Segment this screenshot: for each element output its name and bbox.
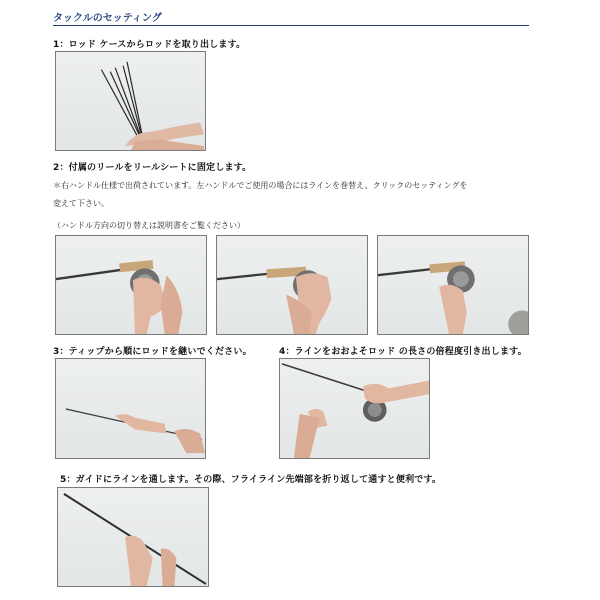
note-change-settings: 変えて下さい。 [53, 199, 109, 208]
page-title: タックルのセッティング [53, 13, 162, 24]
note-right-handle: ＊右ハンドル仕様で出荷されています。左ハンドルでご使用の場合にはラインを巻替え、クリックのセッティングを [53, 181, 468, 190]
step-3-label: 3：ティップから順にロッドを継いでください。 [53, 347, 252, 357]
step-3-photo [55, 358, 206, 459]
step-1-label: 1：ロッド ケースからロッドを取り出します。 [53, 40, 246, 50]
step-5-label: 5：ガイドにラインを通します。その際、フライライン先端部を折り返して通すと便利です。 [60, 475, 442, 485]
step-2-label: 2：付属のリールをリールシートに固定します。 [53, 163, 252, 173]
title-divider [53, 25, 529, 26]
step-4-photo [279, 358, 430, 459]
step-1-photo [55, 51, 206, 151]
note-handle-direction: （ハンドル方向の切り替えは説明書をご覧ください） [53, 221, 245, 230]
step-4-label: 4：ラインをおおよそロッド の長さの倍程度引き出します。 [279, 347, 527, 357]
step-5-photo [57, 487, 209, 587]
step-2-photo-a [55, 235, 207, 335]
step-2-photo-b [216, 235, 368, 335]
step-2-photo-c [377, 235, 529, 335]
